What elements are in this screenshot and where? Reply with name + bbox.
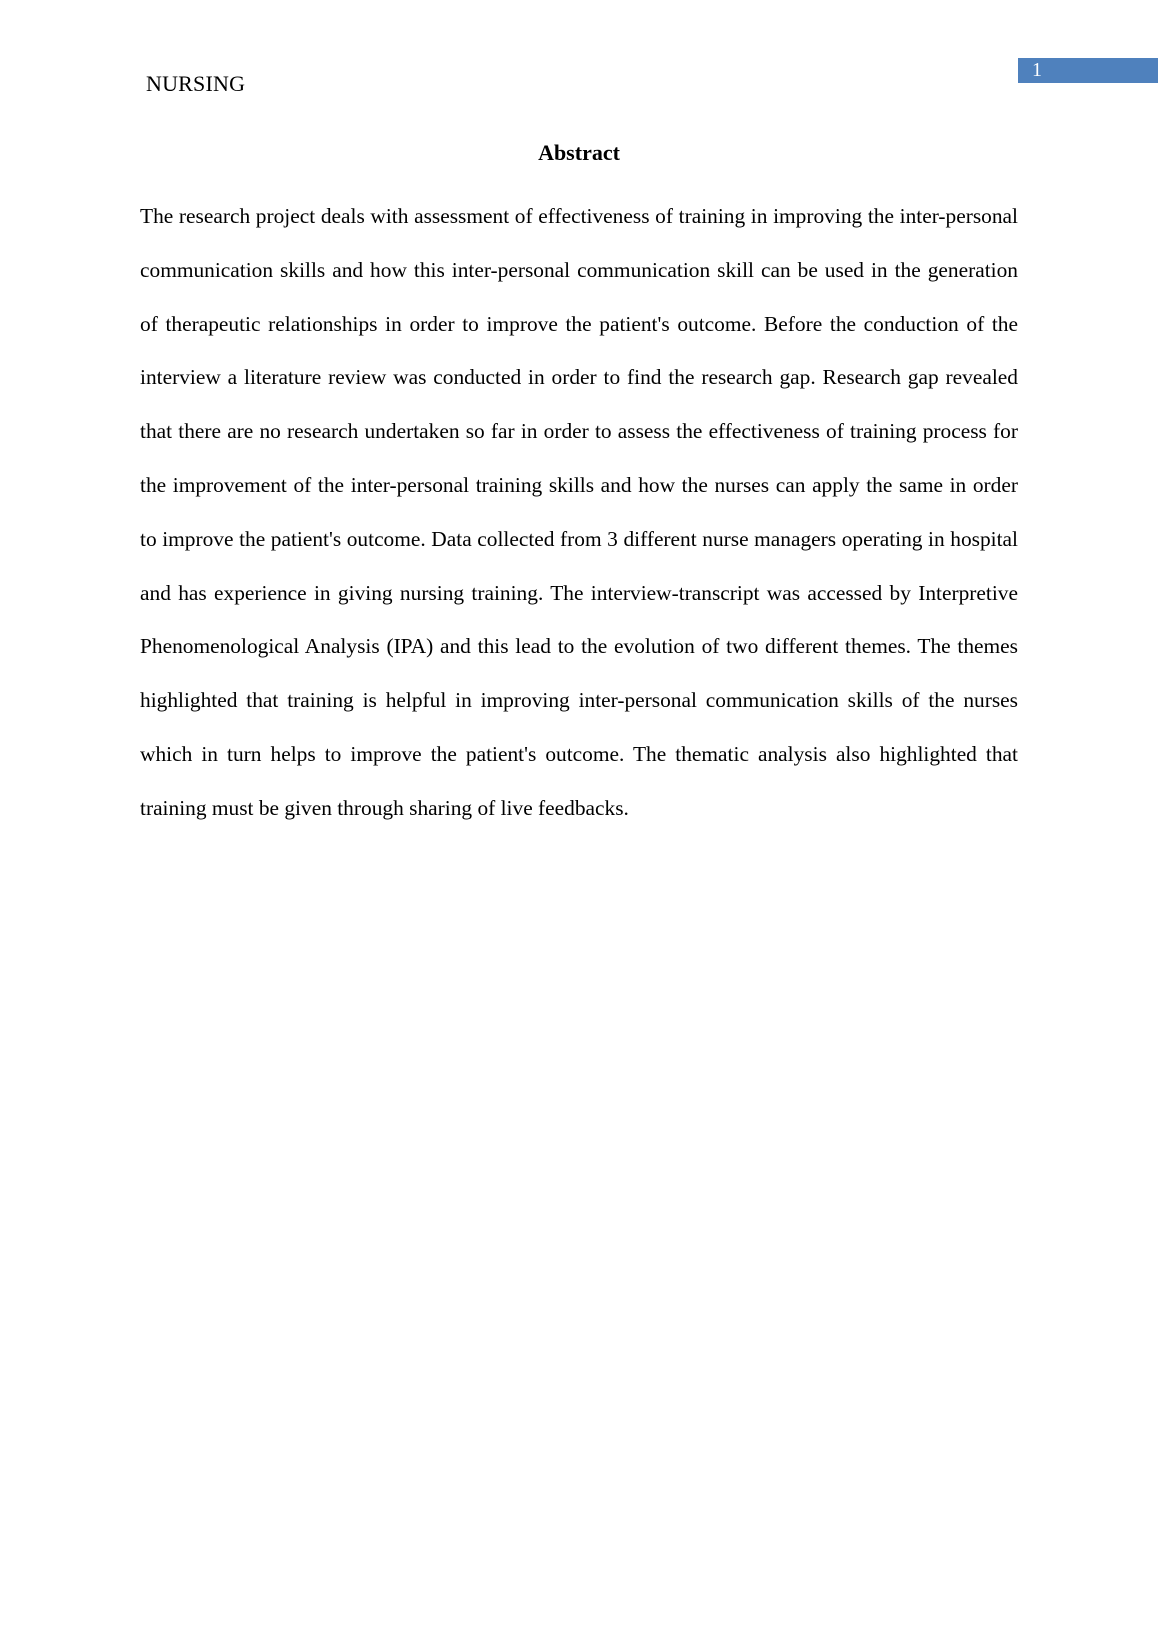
page-number: 1 bbox=[1032, 59, 1042, 81]
running-head: NURSING bbox=[146, 71, 246, 96]
page-number-bar bbox=[1018, 58, 1158, 83]
abstract-paragraph: The research project deals with assessment of effectiveness of training in improving the inter-personal communication skills and how this inter-personal communication skill can be used in the generation of therapeutic relationships in order to improve the patient's outcome. Before the conduction of the interview a literature review was conducted in order to find the research gap. Research gap revealed that there are no research undertaken so far in order to assess the effectiveness of training process for the improvement of the inter-personal training skills and how the nurses can apply the same in order to improve the patient's outcome. Data collected from 3 different nurse managers operating in hospital and has experience in giving nursing training. The interview-transcript was accessed by Interpretive Phenomenological Analysis (IPA) and this lead to the evolution of two different themes. The themes highlighted that training is helpful in improving inter-personal communication skills of the nurses which in turn helps to improve the patient's outcome. The thematic analysis also highlighted that training must be given through sharing of live feedbacks. bbox=[140, 204, 1018, 820]
abstract-heading: Abstract bbox=[538, 140, 620, 165]
